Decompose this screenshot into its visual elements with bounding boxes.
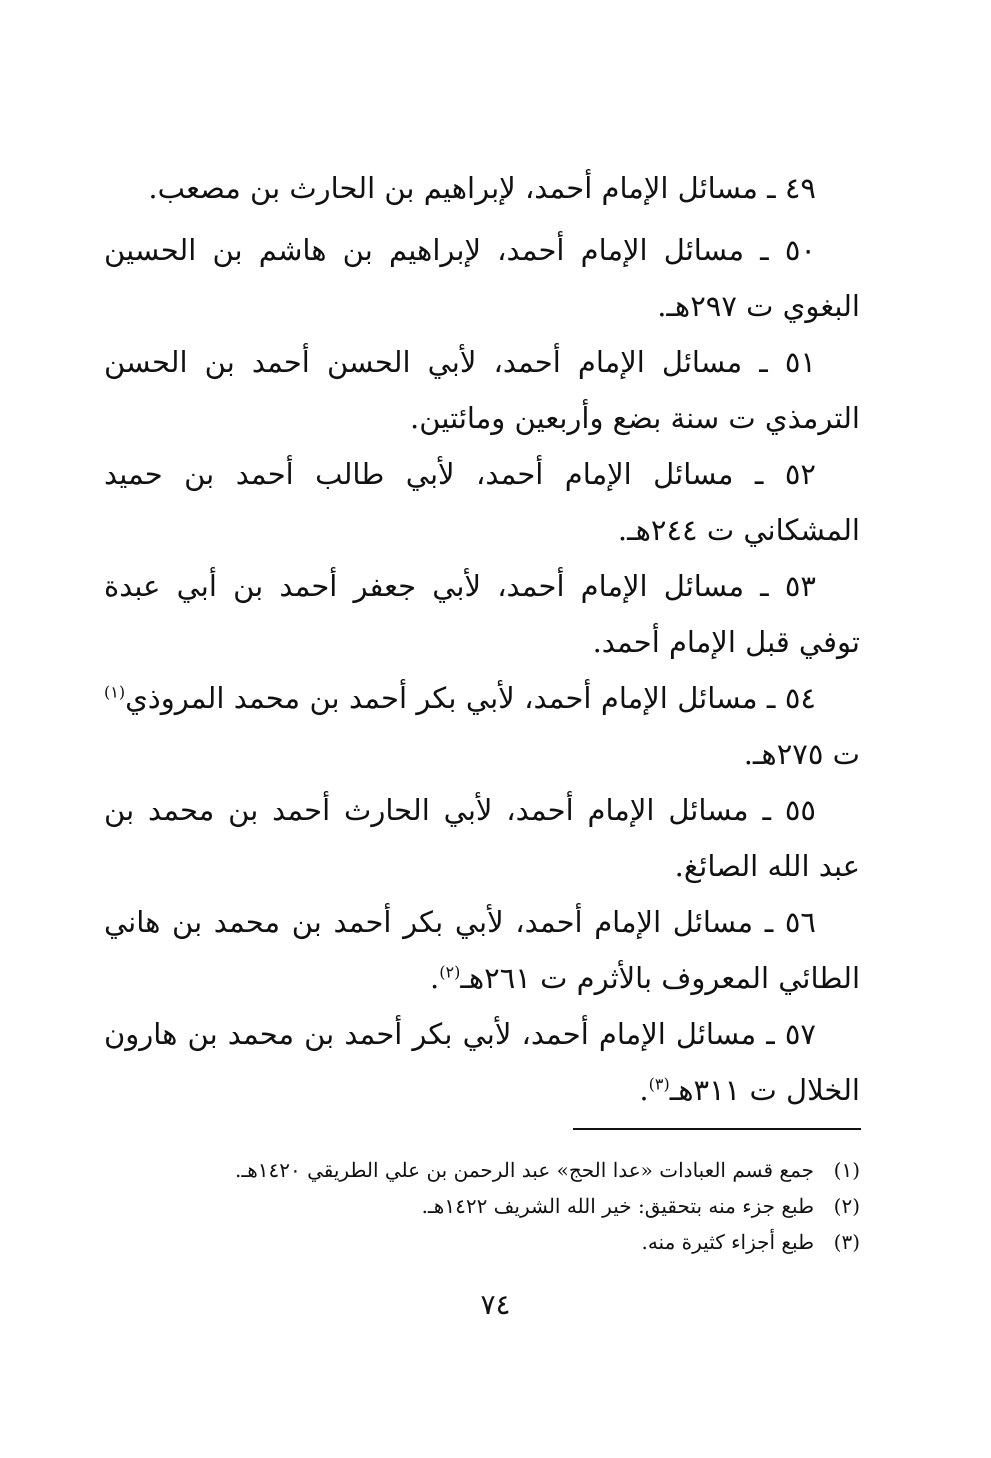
entry-text: ٥٢ ـ مسائل الإمام أحمد، لأبي طالب أحمد بن حميد المشكاني ت ٢٤٤هـ. (104, 457, 860, 547)
footnotes-list (104, 1152, 860, 1260)
entry-text: ٥٦ ـ مسائل الإمام أحمد، لأبي بكر أحمد بن محمد بن هاني الطائي المعروف بالأثرم ت ٢٦١هـ (104, 905, 860, 995)
entry-57 (104, 1006, 860, 1118)
entry-text: ٥١ ـ مسائل الإمام أحمد، لأبي الحسن أحمد بن الحسن الترمذي ت سنة بضع وأربعين ومائتين. (104, 345, 860, 435)
footnote-text: طبع أجزاء كثيرة منه. (641, 1230, 814, 1254)
footnote-marker-2[interactable]: (٢) (439, 962, 461, 982)
footnote-number: (١) (833, 1158, 860, 1182)
footnote-text: طبع جزء منه بتحقيق: خير الله الشريف ١٤٢٢هـ. (421, 1194, 814, 1218)
footnote-3 (104, 1224, 860, 1260)
entry-55 (104, 782, 860, 894)
entry-text: ٤٩ ـ مسائل الإمام أحمد، لإبراهيم بن الحارث بن مصعب. (148, 171, 816, 205)
footnote-marker-3[interactable]: (٣) (648, 1074, 670, 1094)
entry-text-after: . (639, 1073, 649, 1107)
entry-49 (104, 160, 860, 216)
entry-text: ٥٧ ـ مسائل الإمام أحمد، لأبي بكر أحمد بن محمد بن هارون الخلال ت ٣١١هـ (104, 1017, 860, 1107)
footnote-marker-1[interactable]: (١) (104, 682, 126, 702)
entry-56 (104, 894, 860, 1006)
footnote-1 (104, 1152, 860, 1188)
entry-52 (104, 446, 860, 558)
entry-51 (104, 334, 860, 446)
entry-text-after: ت ٢٧٥هـ. (743, 737, 860, 771)
entry-text: ٥٠ ـ مسائل الإمام أحمد، لإبراهيم بن هاشم بن الحسين البغوي ت ٢٩٧هـ. (104, 233, 860, 323)
page-number: ٧٤ (480, 1288, 511, 1321)
entry-50 (104, 222, 860, 334)
footnote-number: (٣) (833, 1230, 860, 1254)
entry-54 (104, 670, 860, 782)
footnote-text: جمع قسم العبادات «عدا الحج» عبد الرحمن بن علي الطريقي ١٤٢٠هـ. (234, 1158, 814, 1182)
entry-text: ٥٣ ـ مسائل الإمام أحمد، لأبي جعفر أحمد بن أبي عبدة توفي قبل الإمام أحمد. (104, 569, 860, 659)
footnote-number: (٢) (833, 1194, 860, 1218)
entries-list (104, 160, 860, 1118)
entry-text: ٥٥ ـ مسائل الإمام أحمد، لأبي الحارث أحمد بن محمد بن عبد الله الصائغ. (104, 793, 860, 883)
entry-53 (104, 558, 860, 670)
entry-text: ٥٤ ـ مسائل الإمام أحمد، لأبي بكر أحمد بن محمد المروذي (125, 681, 816, 715)
footnote-divider (573, 1128, 861, 1130)
entry-text-after: . (430, 961, 440, 995)
footnote-2 (104, 1188, 860, 1224)
